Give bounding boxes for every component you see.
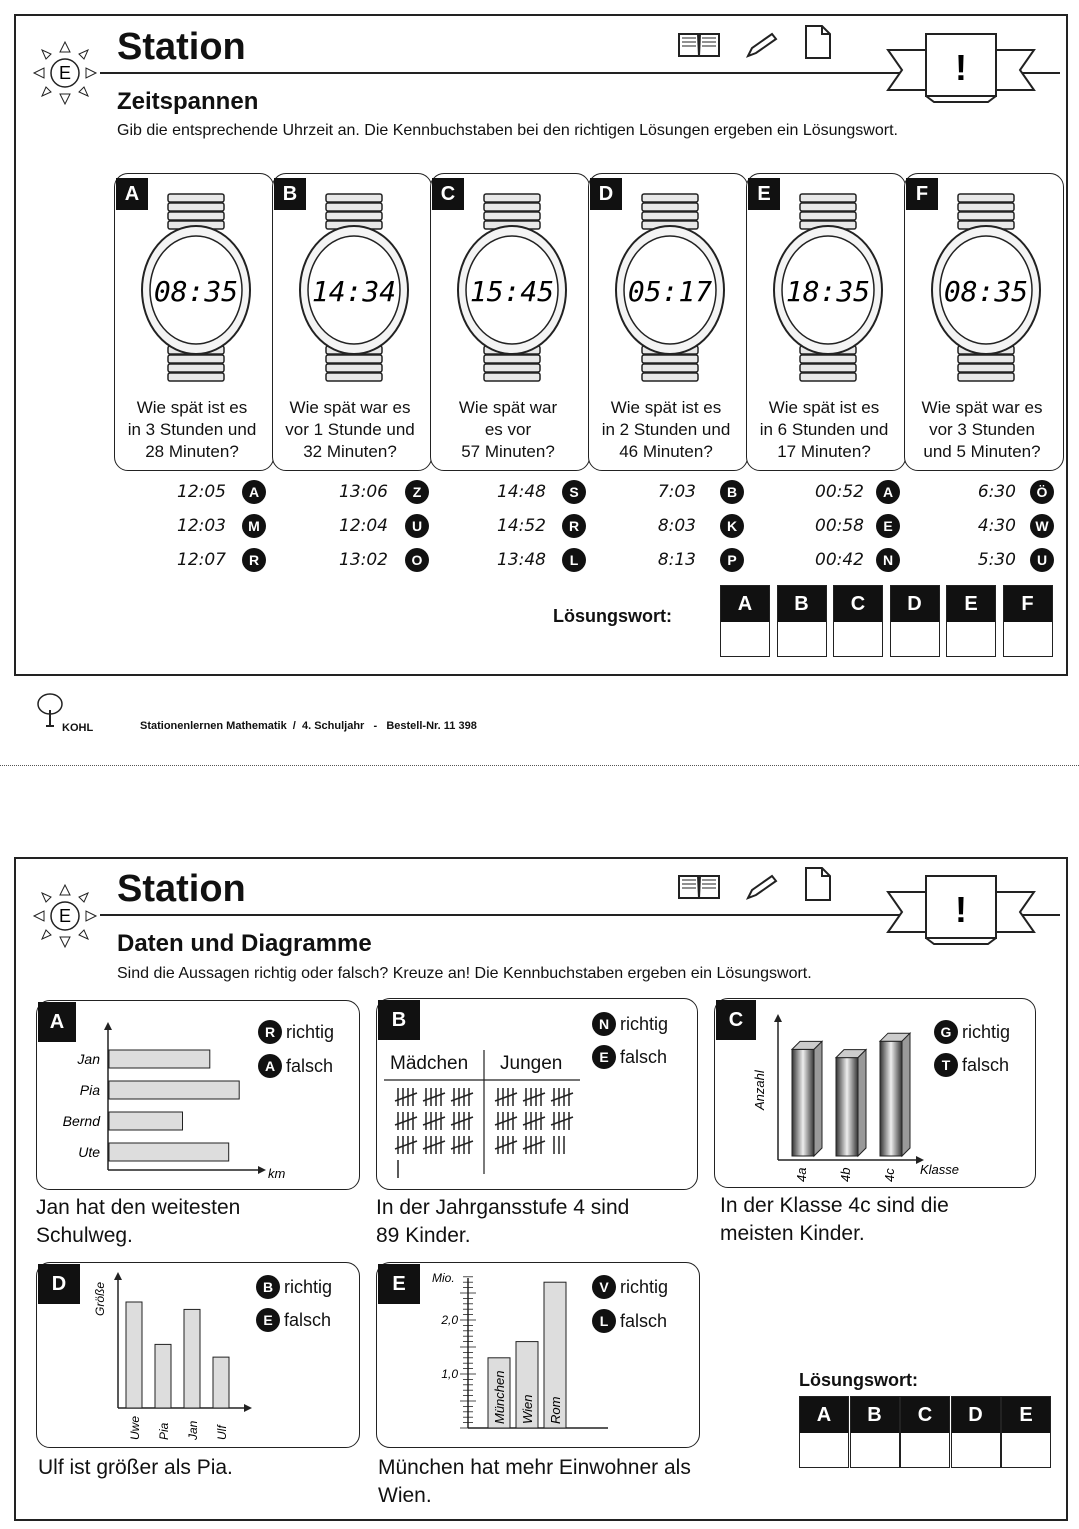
answer-option[interactable] — [466, 514, 592, 540]
sun-letter: E — [58, 906, 72, 926]
solution-cell[interactable] — [946, 585, 996, 657]
solution-cell-letter: E — [1002, 1397, 1050, 1433]
answer-key-badge: L — [562, 548, 586, 572]
x-axis-arrow — [244, 1404, 252, 1412]
panel-b-statement: In der Jahrgansstufe 4 sind 89 Kinder. — [376, 1196, 630, 1247]
station-title: Station — [117, 26, 246, 68]
panel-d-letter: D — [38, 1264, 80, 1304]
solution-cell[interactable] — [951, 1396, 1001, 1468]
solution-cell[interactable] — [1003, 585, 1053, 657]
banner-mark: ! — [955, 47, 967, 88]
chart-c-svg — [748, 1014, 978, 1184]
answer-key-badge: E — [876, 514, 900, 538]
answer-time: 6:30 — [977, 482, 1016, 502]
richtig-label: richtig — [962, 1021, 1011, 1042]
instruction-bottom: Sind die Aussagen richtig oder falsch? Kreuze an! Die Kennbuchstaben ergeben ein Lösungswort. — [117, 965, 812, 982]
bar — [126, 1302, 142, 1408]
panel-b-falsch[interactable] — [592, 1045, 667, 1069]
answer-time: 12:03 — [177, 516, 226, 536]
y-axis-arrow — [774, 1014, 782, 1022]
watch-question-line: 32 Minuten? — [303, 442, 397, 461]
answer-key-badge: A — [242, 480, 266, 504]
answer-option[interactable] — [308, 514, 435, 540]
answer-option[interactable] — [616, 480, 750, 506]
tally-group — [395, 1112, 417, 1130]
pencil-icon — [744, 872, 780, 902]
station-title: Station — [117, 868, 246, 910]
panel-d-richtig[interactable] — [256, 1275, 332, 1299]
answer-time: 00:52 — [815, 482, 864, 502]
watch-question-line: in 2 Stunden und — [601, 420, 731, 439]
tally-group — [423, 1136, 445, 1154]
watch-question-line: Wie spät war — [458, 398, 558, 417]
watch-question-line: Wie spät ist es — [610, 398, 722, 417]
bar-label: Ulf — [215, 1425, 229, 1440]
answer-option[interactable] — [466, 548, 592, 574]
answer-time: 00:42 — [815, 550, 864, 570]
chart-d-svg — [86, 1268, 256, 1444]
panel-c-letter: C — [716, 1000, 756, 1040]
answer-option[interactable] — [616, 548, 750, 574]
bar-label: Rom — [548, 1396, 563, 1424]
panel-b-letter: B — [378, 1000, 420, 1040]
footer-text: Stationenlernen Mathematik / 4. Schuljahr - Bestell-Nr. 11 398 — [140, 720, 477, 732]
tally-group — [423, 1088, 445, 1106]
subtitle-daten: Daten und Diagramme — [117, 930, 372, 957]
answer-time: 5:30 — [977, 550, 1016, 570]
bar-label: 4c — [882, 1168, 897, 1182]
answer-time: 8:03 — [657, 516, 696, 536]
key-badge: B — [256, 1275, 280, 1299]
tick-label: 1,0 — [441, 1367, 458, 1381]
tally-table-svg — [384, 1050, 584, 1180]
tally-group — [495, 1136, 517, 1154]
solution-cell[interactable] — [777, 585, 827, 657]
tally-group — [495, 1088, 517, 1106]
watch-letter: A — [116, 178, 148, 210]
solution-cell[interactable] — [900, 1396, 950, 1468]
solution-cell[interactable] — [799, 1396, 849, 1468]
chart-e-svg — [428, 1268, 618, 1440]
watch-letter: E — [748, 178, 780, 210]
watch-letter: C — [432, 178, 464, 210]
wristwatch-icon — [136, 188, 256, 388]
watch-question-line: Wie spät ist es — [136, 398, 248, 417]
answer-time: 4:30 — [977, 516, 1016, 536]
watch-question-line: 17 Minuten? — [777, 442, 871, 461]
answer-option[interactable] — [466, 480, 592, 506]
key-badge: E — [592, 1045, 616, 1069]
richtig-label: richtig — [620, 1013, 669, 1034]
solution-cell-letter: C — [901, 1397, 949, 1433]
x-axis-label: km — [268, 1166, 286, 1181]
watch-question-line: in 3 Stunden und — [127, 420, 257, 439]
y-axis-arrow — [114, 1272, 122, 1280]
bar-label: Pia — [157, 1422, 171, 1440]
document-icon — [804, 24, 832, 60]
key-badge: A — [258, 1054, 282, 1078]
bar-label: Jan — [186, 1420, 200, 1440]
sun-icon — [30, 38, 100, 108]
answer-time: 7:03 — [657, 482, 696, 502]
panel-b-richtig[interactable] — [592, 1012, 668, 1036]
book-icon — [676, 872, 722, 902]
bar-label: Uwe — [128, 1415, 142, 1440]
solution-label-top: Lösungswort: — [553, 606, 672, 626]
panel-d-statement: Ulf ist größer als Pia. — [38, 1456, 233, 1479]
bar-label: München — [492, 1370, 507, 1424]
answer-option[interactable] — [784, 480, 906, 506]
answer-option[interactable] — [616, 514, 750, 540]
footer-brand: KOHL — [62, 722, 94, 734]
answer-time: 14:48 — [497, 482, 546, 502]
bar — [184, 1309, 200, 1408]
watch-time: 14:34 — [311, 275, 397, 308]
answer-key-badge: K — [720, 514, 744, 538]
watch-time: 18:35 — [785, 275, 871, 308]
falsch-label: falsch — [962, 1054, 1010, 1075]
solution-cell-letter: A — [800, 1397, 848, 1433]
solution-label-bottom: Lösungswort: — [799, 1370, 918, 1390]
tally-group — [523, 1088, 545, 1106]
y-axis-label: Größe — [93, 1281, 107, 1316]
tally-group — [523, 1136, 545, 1154]
watch-letter: B — [274, 178, 306, 210]
solution-cell[interactable] — [850, 1396, 900, 1468]
x-axis-arrow — [258, 1166, 266, 1174]
solution-cell-letter: A — [721, 586, 769, 622]
solution-cell-letter: C — [834, 586, 882, 622]
tally-group — [523, 1112, 545, 1130]
solution-cell-letter: D — [891, 586, 939, 622]
bar — [213, 1357, 229, 1408]
tally-group — [451, 1136, 473, 1154]
watch-question-line: 28 Minuten? — [145, 442, 239, 461]
bar — [109, 1112, 183, 1130]
falsch-label: falsch — [620, 1046, 668, 1067]
answer-key-badge: S — [562, 480, 586, 504]
y-axis-label: Anzahl — [752, 1070, 767, 1110]
tally-group — [451, 1112, 473, 1130]
key-badge: L — [592, 1309, 616, 1333]
wristwatch-icon — [926, 188, 1046, 388]
watch-letter: D — [590, 178, 622, 210]
answer-time: 12:07 — [177, 550, 226, 570]
watch-question-line: vor 3 Stunden — [929, 420, 1035, 439]
answer-key-badge: Ö — [1030, 480, 1054, 504]
key-badge: G — [934, 1020, 958, 1044]
bar-label: 4b — [838, 1167, 853, 1182]
watch-time: 15:45 — [469, 275, 555, 308]
panel-c-statement: In der Klasse 4c sind die meisten Kinder. — [720, 1194, 949, 1245]
solution-cell-letter: B — [851, 1397, 899, 1433]
y-axis-arrow — [104, 1022, 112, 1030]
solution-cell-letter: B — [778, 586, 826, 622]
pencil-icon — [744, 30, 780, 60]
wristwatch-icon — [294, 188, 414, 388]
falsch-label: falsch — [286, 1055, 334, 1076]
answer-option[interactable] — [308, 480, 435, 506]
answer-key-badge: U — [405, 514, 429, 538]
key-badge: T — [934, 1053, 958, 1077]
solution-cell-letter: E — [947, 586, 995, 622]
panel-a-statement: Jan hat den weitesten Schulweg. — [36, 1196, 241, 1247]
answer-time: 13:48 — [497, 550, 546, 570]
tally-col1-header: Mädchen — [390, 1053, 469, 1074]
tally-group — [423, 1112, 445, 1130]
watch-question-line: es vor — [484, 420, 532, 439]
bar — [155, 1344, 171, 1408]
y-axis-label: Mio. — [432, 1271, 455, 1285]
answer-time: 12:05 — [177, 482, 226, 502]
wristwatch-icon — [452, 188, 572, 388]
bar — [880, 1033, 910, 1156]
watch-letter: F — [906, 178, 938, 210]
answer-time: 13:02 — [339, 550, 388, 570]
banner-icon — [886, 872, 1036, 950]
solution-cell[interactable] — [1001, 1396, 1051, 1468]
answer-option[interactable] — [936, 548, 1060, 574]
subtitle-zeitspannen: Zeitspannen — [117, 88, 259, 115]
panel-d-falsch[interactable] — [256, 1308, 331, 1332]
solution-cell-letter: D — [952, 1397, 1000, 1433]
watch-time: 05:17 — [627, 275, 713, 308]
key-badge: R — [258, 1020, 282, 1044]
answer-key-badge: W — [1030, 514, 1054, 538]
answer-key-badge: U — [1030, 548, 1054, 572]
answer-key-badge: M — [242, 514, 266, 538]
watch-question-line: in 6 Stunden und — [759, 420, 889, 439]
wristwatch-icon — [768, 188, 888, 388]
solution-cell-letter: F — [1004, 586, 1052, 622]
bar-label: 4a — [794, 1167, 809, 1182]
solution-cell[interactable] — [833, 585, 883, 657]
sun-icon — [30, 881, 100, 951]
x-axis-label: Klasse — [920, 1162, 960, 1177]
answer-time: 00:58 — [815, 516, 864, 536]
watch-question-line: 46 Minuten? — [619, 442, 713, 461]
solution-cell[interactable] — [890, 585, 940, 657]
answer-time: 14:52 — [497, 516, 546, 536]
answer-time: 12:04 — [339, 516, 388, 536]
document-icon — [804, 866, 832, 902]
tally-group — [451, 1088, 473, 1106]
richtig-label: richtig — [286, 1021, 335, 1042]
cut-line — [0, 765, 1079, 766]
answer-key-badge: A — [876, 480, 900, 504]
tally-group — [551, 1112, 573, 1130]
answer-key-badge: R — [562, 514, 586, 538]
tally-group — [554, 1136, 564, 1154]
answer-time: 8:13 — [657, 550, 696, 570]
chart-a-svg — [50, 1018, 300, 1183]
tally-group — [495, 1112, 517, 1130]
answer-option[interactable] — [936, 480, 1060, 506]
richtig-label: richtig — [284, 1276, 333, 1297]
answer-key-badge: B — [720, 480, 744, 504]
bar — [792, 1041, 822, 1156]
watch-question-line: und 5 Minuten? — [923, 442, 1041, 461]
panel-e-letter: E — [378, 1264, 420, 1304]
answer-key-badge: O — [405, 548, 429, 572]
answer-option[interactable] — [936, 514, 1060, 540]
bar — [109, 1143, 229, 1161]
answer-option[interactable] — [146, 480, 272, 506]
answer-time: 13:06 — [339, 482, 388, 502]
tally-col2-header: Jungen — [500, 1053, 563, 1074]
solution-cell[interactable] — [720, 585, 770, 657]
bar — [836, 1050, 866, 1156]
watch-question-line: 57 Minuten? — [461, 442, 555, 461]
key-badge: E — [256, 1308, 280, 1332]
bar-label: Ute — [78, 1144, 100, 1160]
panel-e-statement: München hat mehr Einwohner als Wien. — [378, 1456, 691, 1507]
key-badge: V — [592, 1275, 616, 1299]
watch-time: 08:35 — [153, 275, 239, 308]
answer-key-badge: Z — [405, 480, 429, 504]
bar — [109, 1081, 239, 1099]
answer-key-badge: N — [876, 548, 900, 572]
bar-label: Jan — [77, 1051, 100, 1067]
answer-option[interactable] — [308, 548, 435, 574]
panel-a-letter: A — [38, 1002, 76, 1042]
answer-option[interactable] — [146, 548, 272, 574]
sun-letter: E — [58, 63, 72, 83]
banner-mark: ! — [955, 889, 967, 930]
answer-option[interactable] — [784, 514, 906, 540]
tally-group — [551, 1088, 573, 1106]
book-icon — [676, 30, 722, 60]
falsch-label: falsch — [284, 1309, 332, 1330]
banner-icon — [886, 30, 1036, 108]
richtig-label: richtig — [620, 1276, 669, 1297]
answer-key-badge: P — [720, 548, 744, 572]
answer-key-badge: R — [242, 548, 266, 572]
bar-label: Bernd — [62, 1113, 100, 1129]
tally-group — [395, 1088, 417, 1106]
bar — [109, 1050, 210, 1068]
answer-option[interactable] — [784, 548, 906, 574]
bar-label: Pia — [79, 1082, 100, 1098]
watch-question-line: vor 1 Stunde und — [285, 420, 415, 439]
falsch-label: falsch — [620, 1310, 668, 1331]
watch-question-line: Wie spät war es — [921, 398, 1043, 417]
key-badge: N — [592, 1012, 616, 1036]
tally-group — [395, 1136, 417, 1154]
watch-question-line: Wie spät ist es — [768, 398, 880, 417]
watch-time: 08:35 — [943, 275, 1029, 308]
instruction-top: Gib die entsprechende Uhrzeit an. Die Kennbuchstaben bei den richtigen Lösungen ergeben ein Lösungswort. — [117, 122, 898, 139]
watch-question-line: Wie spät war es — [289, 398, 411, 417]
wristwatch-icon — [610, 188, 730, 388]
answer-option[interactable] — [146, 514, 272, 540]
bar-label: Wien — [520, 1394, 535, 1424]
tick-label: 2,0 — [441, 1313, 458, 1327]
